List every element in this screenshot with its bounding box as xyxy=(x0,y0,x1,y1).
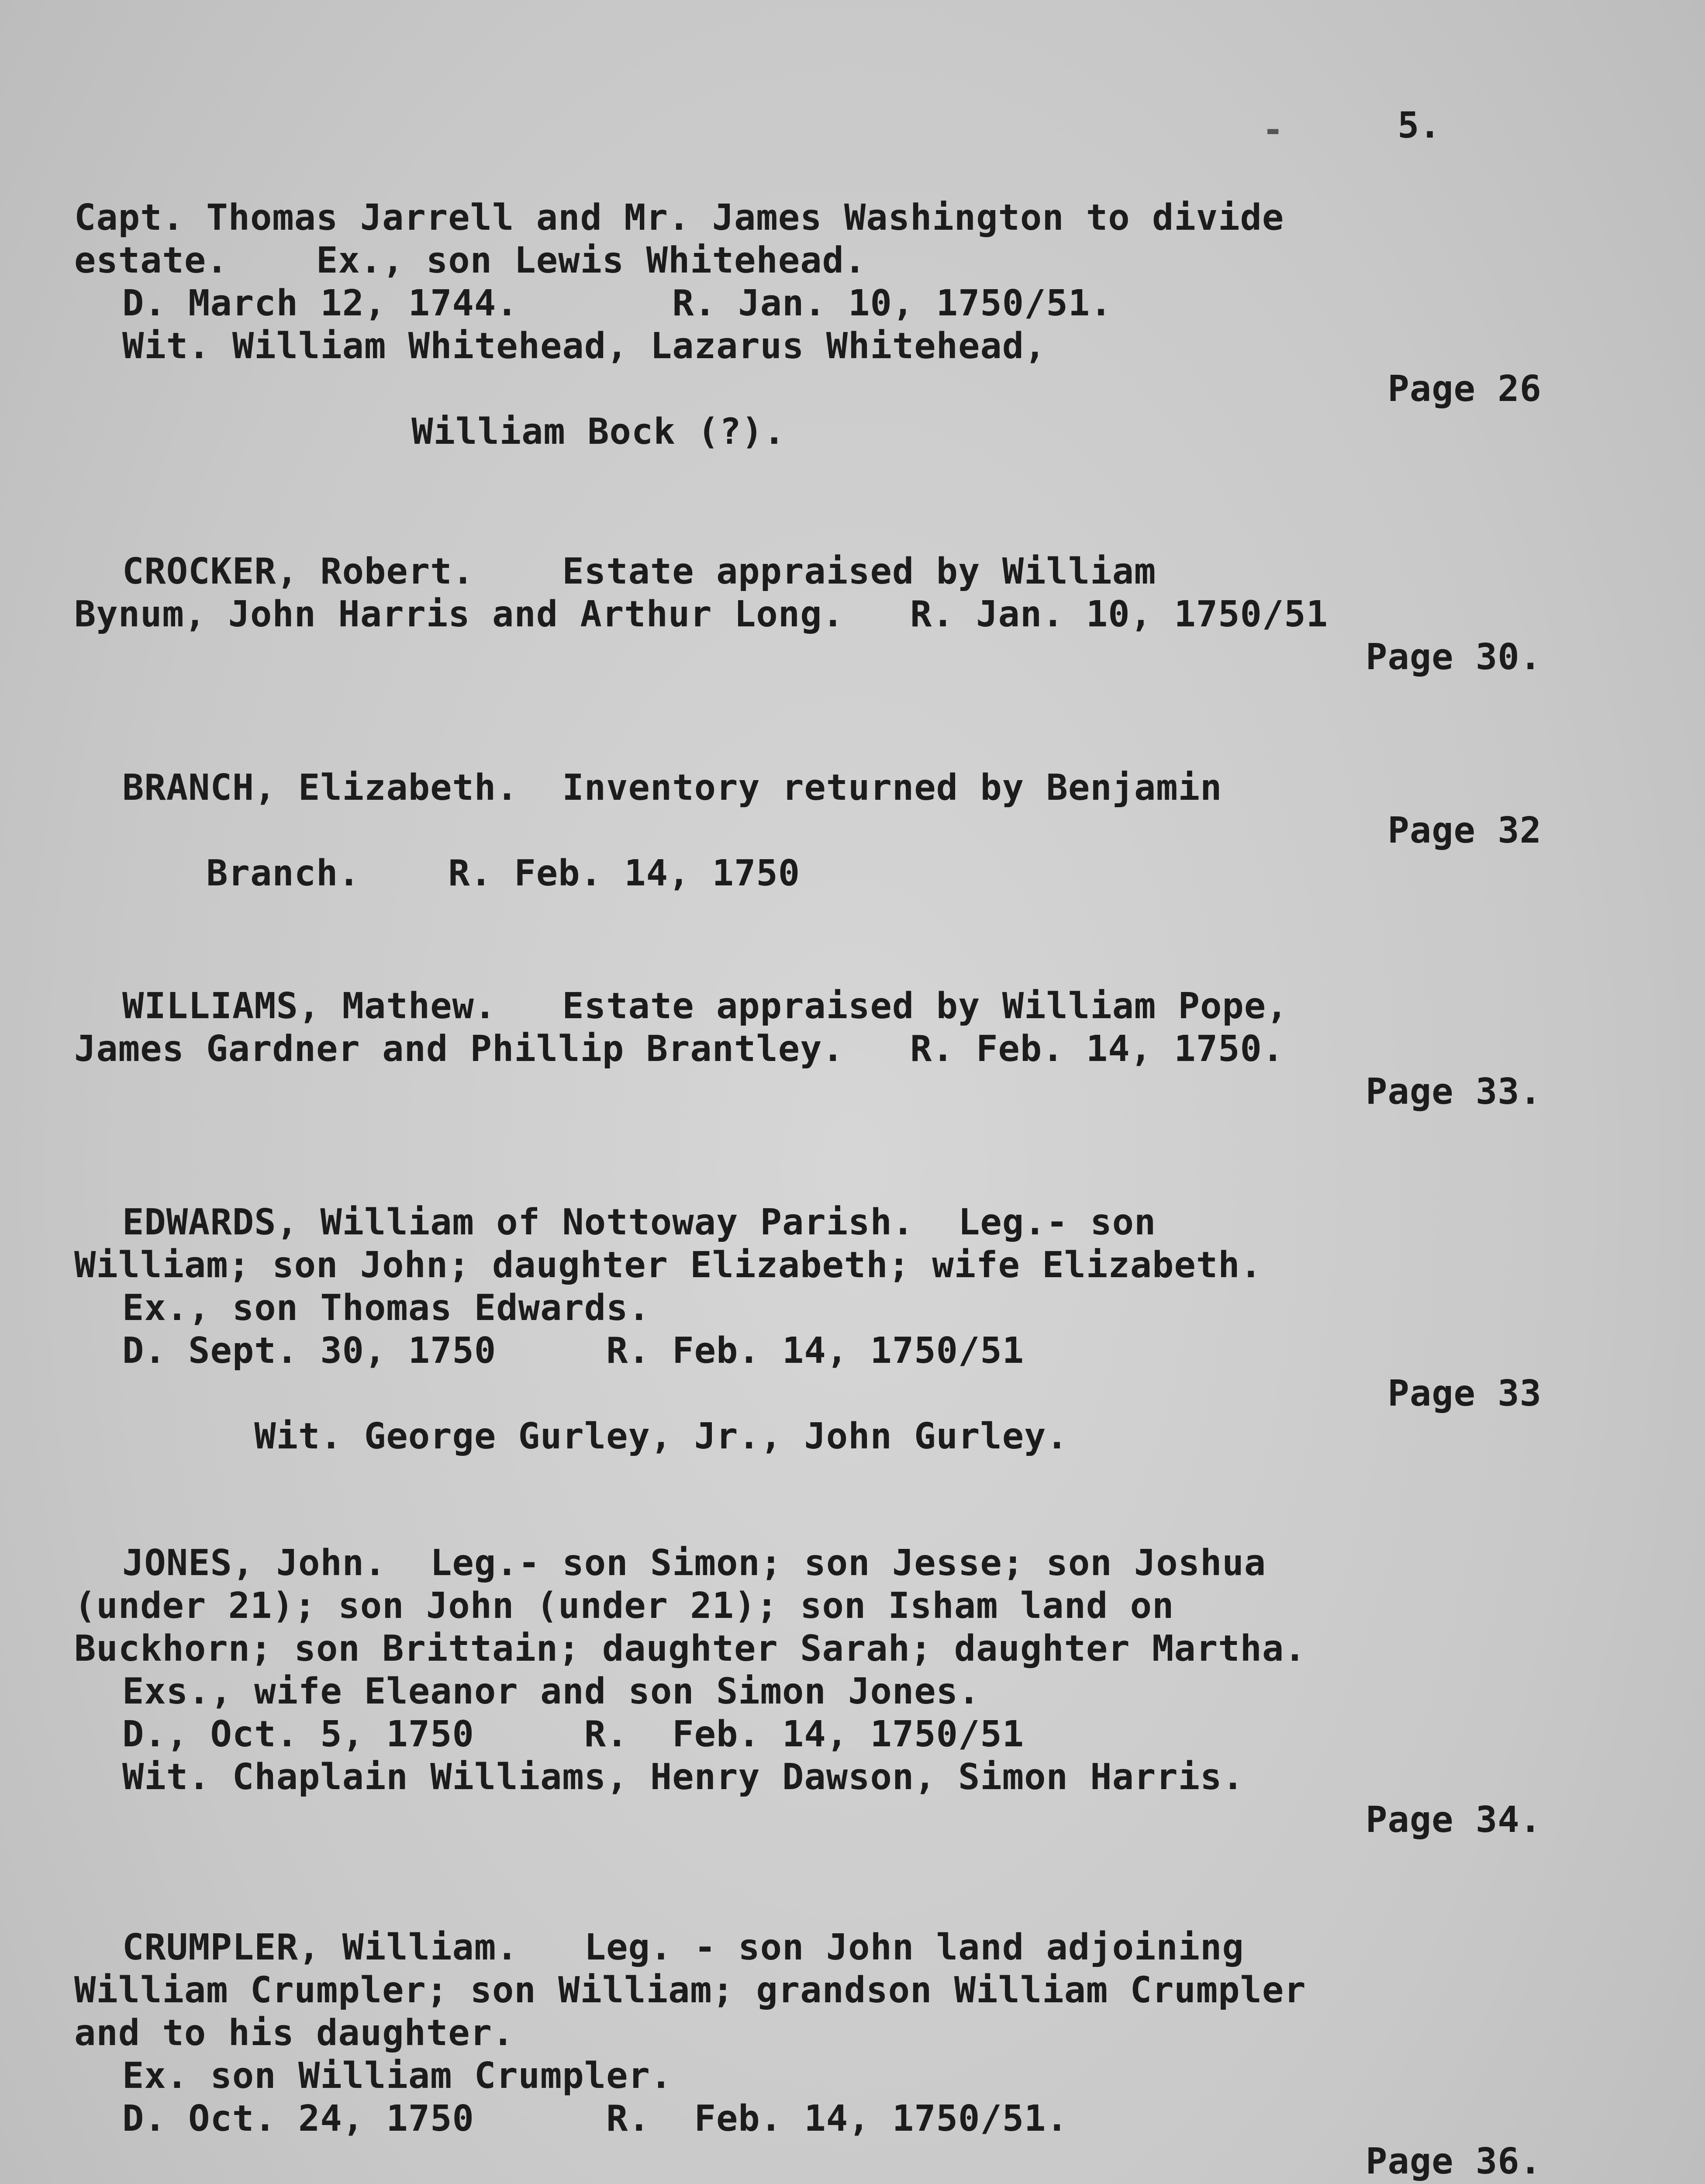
entry-text: Wit. George Gurley, Jr., John Gurley. xyxy=(254,1416,1068,1457)
entry-heading: CRUMPLER, William. Leg. - son John land adjoining xyxy=(122,1927,1244,1968)
entry-line: Wit. Chaplain Williams, Henry Dawson, Simon Harris. xyxy=(122,1756,1244,1798)
entry-line: Exs., wife Eleanor and son Simon Jones. xyxy=(122,1671,980,1712)
entry-heading: CROCKER, Robert. Estate appraised by William xyxy=(122,551,1156,592)
entry-line: Capt. Thomas Jarrell and Mr. James Washington to divide xyxy=(74,197,1284,238)
entry-line: estate. Ex., son Lewis Whitehead. xyxy=(74,240,866,281)
entry-heading: WILLIAMS, Mathew. Estate appraised by William Pope, xyxy=(122,985,1288,1027)
entry-line xyxy=(74,1071,1629,1113)
entry-line: Ex. son William Crumpler. xyxy=(122,2055,673,2097)
entry-heading: BRANCH, Elizabeth. Inventory returned by Benjamin xyxy=(122,767,1222,809)
entry-line: D., Oct. 5, 1750 R. Feb. 14, 1750/51 xyxy=(122,1714,1025,1755)
entry-line: (under 21); son John (under 21); son Isham land on xyxy=(74,1585,1174,1627)
entry-line xyxy=(74,2140,1629,2183)
page-reference: Page 33. xyxy=(1366,1071,1542,1113)
entry-heading: JONES, John. Leg.- son Simon; son Jesse; son Joshua xyxy=(122,1542,1267,1584)
entry-crocker xyxy=(74,550,1629,679)
entry-line xyxy=(74,1372,1629,1457)
entry-line: William Crumpler; son William; grandson William Crumpler xyxy=(74,1970,1306,2011)
entry-line xyxy=(74,1799,1629,1842)
entry-crumpler xyxy=(74,1926,1629,2183)
entry-line: D. Oct. 24, 1750 R. Feb. 14, 1750/51. xyxy=(122,2098,1068,2139)
entry-branch xyxy=(74,767,1629,894)
entry-line: William; son John; daughter Elizabeth; wife Elizabeth. xyxy=(74,1244,1262,1286)
entry-text: William Bock (?). xyxy=(411,411,786,453)
entry-line: D. March 12, 1744. R. Jan. 10, 1750/51. xyxy=(122,283,1112,324)
page-reference: Page 26 xyxy=(1387,368,1542,410)
entry-line: D. Sept. 30, 1750 R. Feb. 14, 1750/51 xyxy=(122,1330,1025,1372)
entry-line: Ex., son Thomas Edwards. xyxy=(122,1287,650,1329)
top-mark: - xyxy=(1262,109,1284,151)
entry-line xyxy=(74,636,1629,679)
entry-edwards xyxy=(74,1201,1629,1457)
page-number: 5. xyxy=(1398,105,1441,146)
entry-williams xyxy=(74,985,1629,1113)
entry-jones xyxy=(74,1542,1629,1842)
entry-continuation xyxy=(74,197,1629,453)
page-reference: Page 32 xyxy=(1387,810,1542,851)
entry-line: and to his daughter. xyxy=(74,2012,514,2054)
page-reference: Page 36. xyxy=(1366,2141,1542,2182)
page-reference: Page 30. xyxy=(1366,636,1542,678)
entry-line: Wit. William Whitehead, Lazarus Whitehead, xyxy=(122,325,1046,367)
entry-line: James Gardner and Phillip Brantley. R. Feb. 14, 1750. xyxy=(74,1028,1284,1070)
entry-heading: EDWARDS, William of Nottoway Parish. Leg.- son xyxy=(122,1202,1156,1243)
entry-line: Bynum, John Harris and Arthur Long. R. Jan. 10, 1750/51 xyxy=(74,594,1328,635)
entry-line xyxy=(74,809,1629,894)
entry-text: Branch. R. Feb. 14, 1750 xyxy=(206,853,801,894)
entry-line xyxy=(74,368,1629,453)
page-reference: Page 33 xyxy=(1387,1373,1542,1414)
page-reference: Page 34. xyxy=(1366,1799,1542,1841)
entry-line: Buckhorn; son Brittain; daughter Sarah; daughter Martha. xyxy=(74,1628,1306,1669)
